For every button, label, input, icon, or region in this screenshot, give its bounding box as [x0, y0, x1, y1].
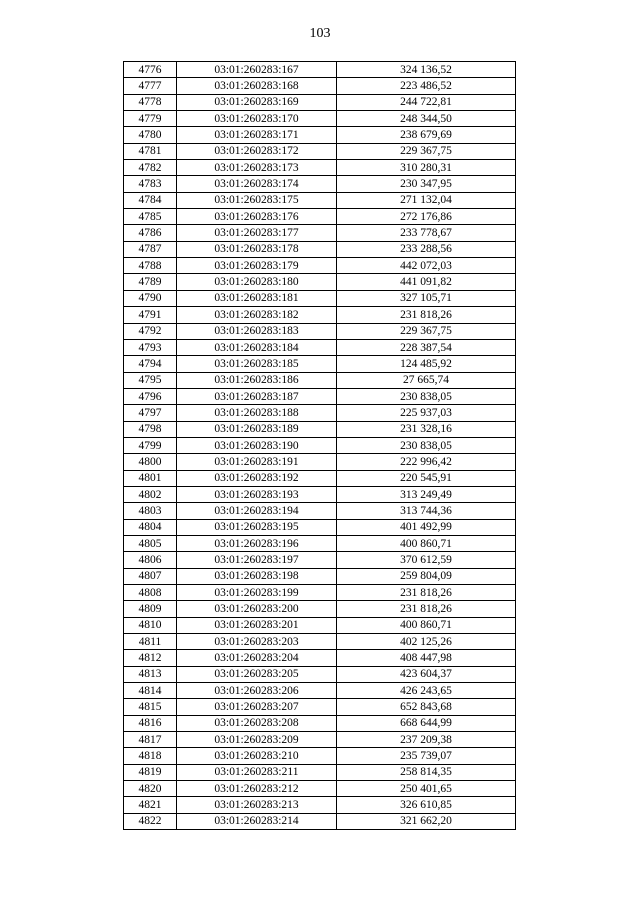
table-row — [124, 470, 516, 486]
table-row — [124, 62, 516, 78]
value-cell: 327 105,71 — [337, 290, 516, 306]
value-cell: 248 344,50 — [337, 111, 516, 127]
value-cell: 321 662,20 — [337, 813, 516, 829]
row-number-cell: 4785 — [124, 209, 177, 225]
cadastral-number-cell: 03:01:260283:214 — [177, 813, 337, 829]
row-number-cell: 4818 — [124, 748, 177, 764]
cadastral-number-cell: 03:01:260283:169 — [177, 94, 337, 110]
row-number-cell: 4792 — [124, 323, 177, 339]
row-number-cell: 4782 — [124, 160, 177, 176]
value-cell: 400 860,71 — [337, 535, 516, 551]
value-cell: 401 492,99 — [337, 519, 516, 535]
value-cell: 652 843,68 — [337, 699, 516, 715]
row-number-cell: 4821 — [124, 797, 177, 813]
row-number-cell: 4800 — [124, 454, 177, 470]
value-cell: 423 604,37 — [337, 666, 516, 682]
row-number-cell: 4786 — [124, 225, 177, 241]
table-row — [124, 307, 516, 323]
row-number-cell: 4784 — [124, 192, 177, 208]
table-row — [124, 274, 516, 290]
row-number-cell: 4816 — [124, 715, 177, 731]
table-row — [124, 715, 516, 731]
value-cell: 442 072,03 — [337, 258, 516, 274]
cadastral-number-cell: 03:01:260283:212 — [177, 781, 337, 797]
row-number-cell: 4811 — [124, 634, 177, 650]
row-number-cell: 4777 — [124, 78, 177, 94]
cadastral-number-cell: 03:01:260283:173 — [177, 160, 337, 176]
value-cell: 231 818,26 — [337, 601, 516, 617]
row-number-cell: 4801 — [124, 470, 177, 486]
value-cell: 244 722,81 — [337, 94, 516, 110]
row-number-cell: 4790 — [124, 290, 177, 306]
cadastral-number-cell: 03:01:260283:193 — [177, 486, 337, 502]
cadastral-number-cell: 03:01:260283:204 — [177, 650, 337, 666]
value-cell: 233 778,67 — [337, 225, 516, 241]
table-row — [124, 552, 516, 568]
table-row — [124, 585, 516, 601]
cadastral-number-cell: 03:01:260283:189 — [177, 421, 337, 437]
cadastral-number-cell: 03:01:260283:191 — [177, 454, 337, 470]
row-number-cell: 4798 — [124, 421, 177, 437]
cadastral-number-cell: 03:01:260283:209 — [177, 732, 337, 748]
table-row — [124, 372, 516, 388]
table-row — [124, 78, 516, 94]
table-row — [124, 94, 516, 110]
table-row — [124, 323, 516, 339]
table-row — [124, 732, 516, 748]
cadastral-number-cell: 03:01:260283:196 — [177, 535, 337, 551]
table-row — [124, 797, 516, 813]
cadastral-number-cell: 03:01:260283:175 — [177, 192, 337, 208]
cadastral-number-cell: 03:01:260283:186 — [177, 372, 337, 388]
table-row — [124, 421, 516, 437]
table-row — [124, 813, 516, 829]
value-cell: 27 665,74 — [337, 372, 516, 388]
value-cell: 223 486,52 — [337, 78, 516, 94]
table-row — [124, 535, 516, 551]
cadastral-number-cell: 03:01:260283:171 — [177, 127, 337, 143]
value-cell: 238 679,69 — [337, 127, 516, 143]
value-cell: 228 387,54 — [337, 339, 516, 355]
cadastral-number-cell: 03:01:260283:178 — [177, 241, 337, 257]
value-cell: 229 367,75 — [337, 143, 516, 159]
table-row — [124, 486, 516, 502]
table-row — [124, 143, 516, 159]
row-number-cell: 4806 — [124, 552, 177, 568]
cadastral-number-cell: 03:01:260283:207 — [177, 699, 337, 715]
table-row — [124, 176, 516, 192]
cadastral-number-cell: 03:01:260283:205 — [177, 666, 337, 682]
table-row — [124, 601, 516, 617]
cadastral-number-cell: 03:01:260283:198 — [177, 568, 337, 584]
value-cell: 230 347,95 — [337, 176, 516, 192]
cadastral-number-cell: 03:01:260283:206 — [177, 683, 337, 699]
row-number-cell: 4780 — [124, 127, 177, 143]
cadastral-number-cell: 03:01:260283:185 — [177, 356, 337, 372]
value-cell: 326 610,85 — [337, 797, 516, 813]
cadastral-number-cell: 03:01:260283:190 — [177, 437, 337, 453]
cadastral-number-cell: 03:01:260283:180 — [177, 274, 337, 290]
page-number: 103 — [309, 26, 331, 41]
cadastral-number-cell: 03:01:260283:168 — [177, 78, 337, 94]
row-number-cell: 4814 — [124, 683, 177, 699]
table-row — [124, 699, 516, 715]
value-cell: 124 485,92 — [337, 356, 516, 372]
row-number-cell: 4820 — [124, 781, 177, 797]
cadastral-number-cell: 03:01:260283:179 — [177, 258, 337, 274]
row-number-cell: 4789 — [124, 274, 177, 290]
row-number-cell: 4803 — [124, 503, 177, 519]
cadastral-number-cell: 03:01:260283:203 — [177, 634, 337, 650]
value-cell: 271 132,04 — [337, 192, 516, 208]
value-cell: 250 401,65 — [337, 781, 516, 797]
cadastral-number-cell: 03:01:260283:211 — [177, 764, 337, 780]
table-row — [124, 437, 516, 453]
value-cell: 313 249,49 — [337, 486, 516, 502]
row-number-cell: 4794 — [124, 356, 177, 372]
value-cell: 233 288,56 — [337, 241, 516, 257]
table-row — [124, 127, 516, 143]
cadastral-number-cell: 03:01:260283:176 — [177, 209, 337, 225]
table-row — [124, 192, 516, 208]
row-number-cell: 4788 — [124, 258, 177, 274]
row-number-cell: 4809 — [124, 601, 177, 617]
row-number-cell: 4778 — [124, 94, 177, 110]
cadastral-number-cell: 03:01:260283:213 — [177, 797, 337, 813]
value-cell: 441 091,82 — [337, 274, 516, 290]
row-number-cell: 4797 — [124, 405, 177, 421]
cadastral-number-cell: 03:01:260283:182 — [177, 307, 337, 323]
table-row — [124, 160, 516, 176]
table-row — [124, 454, 516, 470]
table-row — [124, 781, 516, 797]
cadastral-number-cell: 03:01:260283:170 — [177, 111, 337, 127]
value-cell: 313 744,36 — [337, 503, 516, 519]
cadastral-number-cell: 03:01:260283:187 — [177, 388, 337, 404]
value-cell: 222 996,42 — [337, 454, 516, 470]
table-row — [124, 764, 516, 780]
row-number-cell: 4817 — [124, 732, 177, 748]
cadastral-number-cell: 03:01:260283:210 — [177, 748, 337, 764]
value-cell: 402 125,26 — [337, 634, 516, 650]
table-row — [124, 519, 516, 535]
value-cell: 229 367,75 — [337, 323, 516, 339]
value-cell: 237 209,38 — [337, 732, 516, 748]
value-cell: 231 818,26 — [337, 307, 516, 323]
table-row — [124, 339, 516, 355]
row-number-cell: 4812 — [124, 650, 177, 666]
cadastral-number-cell: 03:01:260283:172 — [177, 143, 337, 159]
cadastral-number-cell: 03:01:260283:167 — [177, 62, 337, 78]
cadastral-number-cell: 03:01:260283:197 — [177, 552, 337, 568]
value-cell: 230 838,05 — [337, 437, 516, 453]
table-row — [124, 405, 516, 421]
value-cell: 231 328,16 — [337, 421, 516, 437]
row-number-cell: 4808 — [124, 585, 177, 601]
cadastral-number-cell: 03:01:260283:183 — [177, 323, 337, 339]
cadastral-number-cell: 03:01:260283:208 — [177, 715, 337, 731]
row-number-cell: 4781 — [124, 143, 177, 159]
table-row — [124, 634, 516, 650]
cadastral-number-cell: 03:01:260283:201 — [177, 617, 337, 633]
table-row — [124, 666, 516, 682]
row-number-cell: 4810 — [124, 617, 177, 633]
table-row — [124, 683, 516, 699]
row-number-cell: 4799 — [124, 437, 177, 453]
cadastral-number-cell: 03:01:260283:200 — [177, 601, 337, 617]
cadastral-number-cell: 03:01:260283:188 — [177, 405, 337, 421]
value-cell: 230 838,05 — [337, 388, 516, 404]
row-number-cell: 4796 — [124, 388, 177, 404]
table-row — [124, 258, 516, 274]
value-cell: 426 243,65 — [337, 683, 516, 699]
row-number-cell: 4807 — [124, 568, 177, 584]
value-cell: 231 818,26 — [337, 585, 516, 601]
cadastral-number-cell: 03:01:260283:195 — [177, 519, 337, 535]
row-number-cell: 4802 — [124, 486, 177, 502]
table-row — [124, 356, 516, 372]
row-number-cell: 4822 — [124, 813, 177, 829]
value-cell: 324 136,52 — [337, 62, 516, 78]
row-number-cell: 4787 — [124, 241, 177, 257]
table-row — [124, 568, 516, 584]
table-row — [124, 617, 516, 633]
row-number-cell: 4819 — [124, 764, 177, 780]
table-row — [124, 241, 516, 257]
value-cell: 310 280,31 — [337, 160, 516, 176]
cadastral-number-cell: 03:01:260283:192 — [177, 470, 337, 486]
value-cell: 225 937,03 — [337, 405, 516, 421]
cadastral-number-cell: 03:01:260283:174 — [177, 176, 337, 192]
cadastral-number-cell: 03:01:260283:181 — [177, 290, 337, 306]
value-cell: 220 545,91 — [337, 470, 516, 486]
row-number-cell: 4793 — [124, 339, 177, 355]
cadastral-number-cell: 03:01:260283:199 — [177, 585, 337, 601]
row-number-cell: 4815 — [124, 699, 177, 715]
table-body — [124, 62, 516, 830]
table-row — [124, 290, 516, 306]
cadastral-number-cell: 03:01:260283:184 — [177, 339, 337, 355]
value-cell: 272 176,86 — [337, 209, 516, 225]
value-cell: 258 814,35 — [337, 764, 516, 780]
value-cell: 370 612,59 — [337, 552, 516, 568]
table-row — [124, 209, 516, 225]
row-number-cell: 4805 — [124, 535, 177, 551]
row-number-cell: 4791 — [124, 307, 177, 323]
row-number-cell: 4779 — [124, 111, 177, 127]
table-row — [124, 748, 516, 764]
value-cell: 668 644,99 — [337, 715, 516, 731]
row-number-cell: 4813 — [124, 666, 177, 682]
cadastral-number-cell: 03:01:260283:177 — [177, 225, 337, 241]
row-number-cell: 4783 — [124, 176, 177, 192]
table-row — [124, 503, 516, 519]
row-number-cell: 4795 — [124, 372, 177, 388]
row-number-cell: 4804 — [124, 519, 177, 535]
value-cell: 259 804,09 — [337, 568, 516, 584]
row-number-cell: 4776 — [124, 62, 177, 78]
cadastral-value-table — [123, 61, 516, 830]
table-row — [124, 111, 516, 127]
cadastral-number-cell: 03:01:260283:194 — [177, 503, 337, 519]
table-row — [124, 650, 516, 666]
table-row — [124, 225, 516, 241]
value-cell: 400 860,71 — [337, 617, 516, 633]
value-cell: 235 739,07 — [337, 748, 516, 764]
value-cell: 408 447,98 — [337, 650, 516, 666]
table-row — [124, 388, 516, 404]
